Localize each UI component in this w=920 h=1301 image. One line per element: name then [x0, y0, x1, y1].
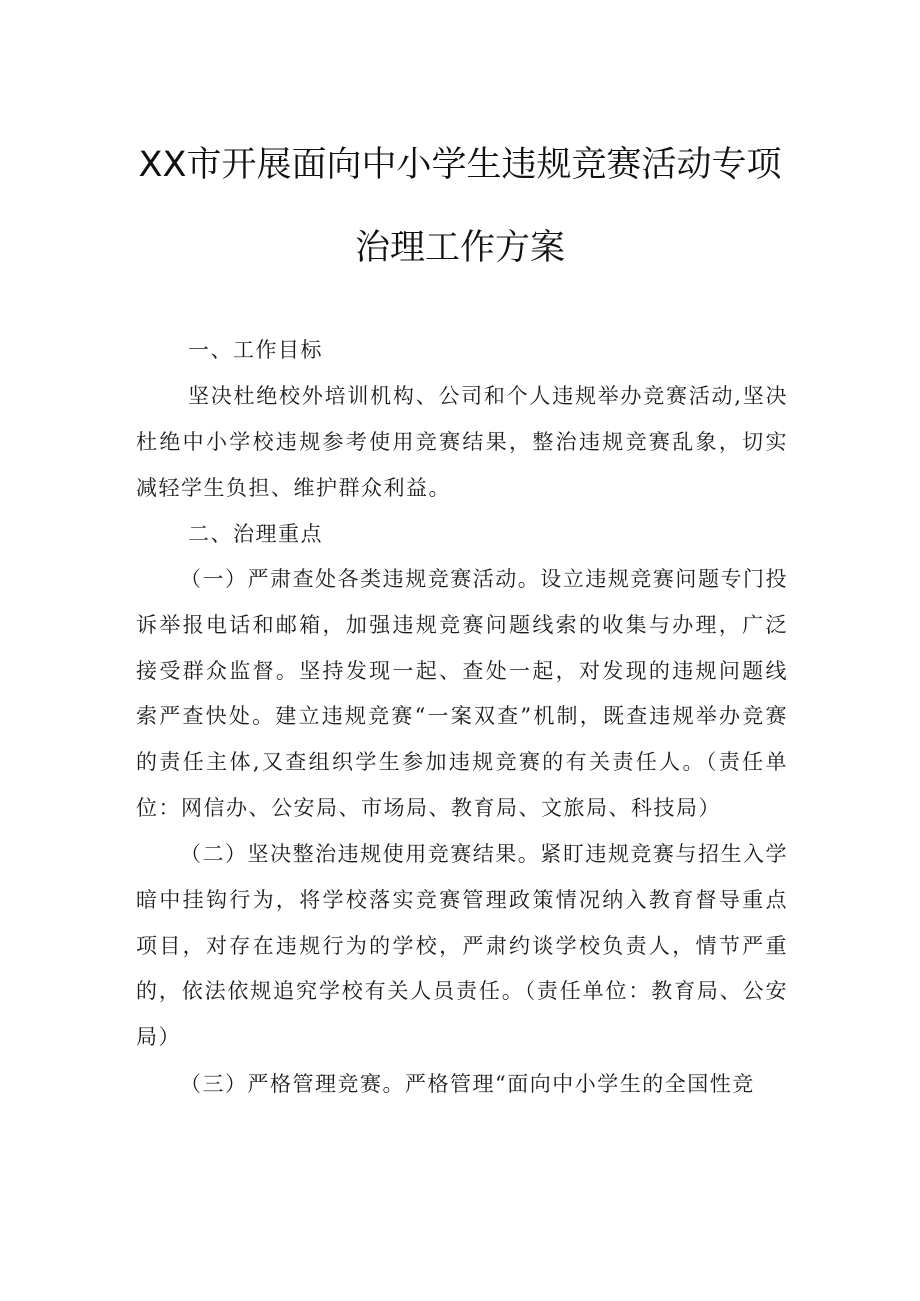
- document-title-line-1: XX市开展面向中小学生违规竞赛活动专项: [138, 145, 782, 185]
- section-heading-goals: 一、工作目标: [188, 338, 323, 362]
- paragraph-priority-1: （一）严肃查处各类违规竞赛活动。设立违规竞赛问题专门投诉举报电话和邮箱，加强违规竞赛问题线索的收集与办理，广泛接受群众监督。坚持发现一起、查处一起，对发现的违规问题线索严查快处。建立违规竞赛“一案双查”机制，既查违规举办竞赛的责任主体,又查组织学生参加违规竞赛的有关责任人。（责任单位：网信办、公安局、市场局、教育局、文旅局、科技局）: [136, 567, 788, 820]
- paragraph-priority-2: （二）坚决整治违规使用竞赛结果。紧盯违规竞赛与招生入学暗中挂钩行为，将学校落实竞赛管理政策情况纳入教育督导重点项目，对存在违规行为的学校，严肃约谈学校负责人，情节严重的，依法依规追究学校有关人员责任。（责任单位：教育局、公安局）: [136, 842, 788, 1050]
- paragraph-goals: 坚决杜绝校外培训机构、公司和个人违规举办竞赛活动,坚决杜绝中小学校违规参考使用竞赛结果，整治违规竞赛乱象，切实减轻学生负担、维护群众利益。: [136, 384, 788, 500]
- section-heading-priorities: 二、治理重点: [188, 522, 323, 546]
- paragraph-priority-3: （三）严格管理竞赛。严格管理“面向中小学生的全国性竞: [180, 1072, 755, 1096]
- document-title-line-2: 治理工作方案: [354, 228, 565, 268]
